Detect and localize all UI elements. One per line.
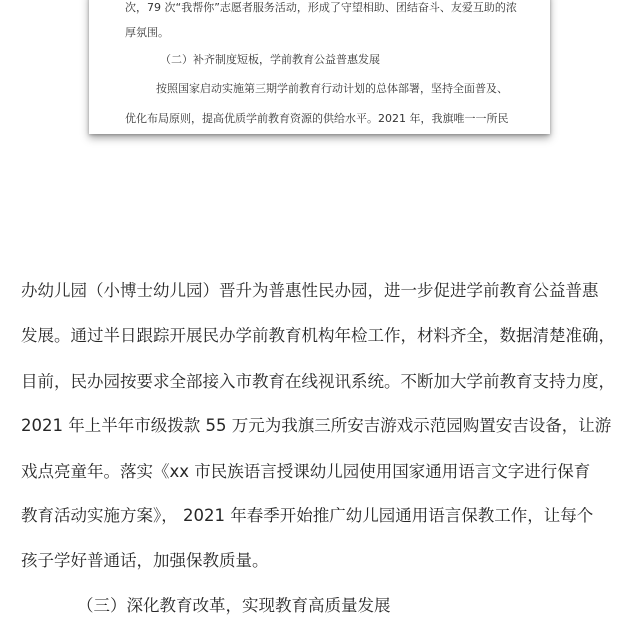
document-page-preview [89,0,550,134]
body-text-line: 2021 年上半年市级拨款 55 万元为我旗三所安吉游戏示范园购置安吉设备，让游 [21,416,612,435]
body-text-line: 戏点亮童年。落实《xx 市民族语言授课幼儿园使用国家通用语言文字进行保育 [21,462,591,481]
card-text-line: 次，79 次“我帮你”志愿者服务活动，形成了守望相助、团结奋斗、友爱互助的浓 [125,1,517,14]
section-heading: （三）深化教育改革，实现教育高质量发展 [77,596,391,615]
card-text-line: 按照国家启动实施第三期学前教育行动计划的总体部署，坚持全面普及、 [156,82,508,95]
body-text-line: 教育活动实施方案》， 2021 年春季开始推广幼儿园通用语言保教工作，让每个 [21,506,594,525]
body-text-line: 孩子学好普通话，加强保教质量。 [21,551,269,570]
card-text-line: 优化布局原则，提高优质学前教育资源的供给水平。2021 年，我旗唯一一所民 [125,112,509,125]
body-text-line: 目前，民办园按要求全部接入市教育在线视讯系统。不断加大学前教育支持力度， [21,372,615,391]
body-text-line: 发展。通过半日跟踪开展民办学前教育机构年检工作，材料齐全，数据清楚准确， [21,326,615,345]
card-section-heading: （二）补齐制度短板，学前教育公益普惠发展 [160,53,380,66]
card-text-line: 厚氛围。 [125,26,169,39]
body-text-line: 办幼儿园（小博士幼儿园）晋升为普惠性民办园，进一步促进学前教育公益普惠 [21,281,599,300]
